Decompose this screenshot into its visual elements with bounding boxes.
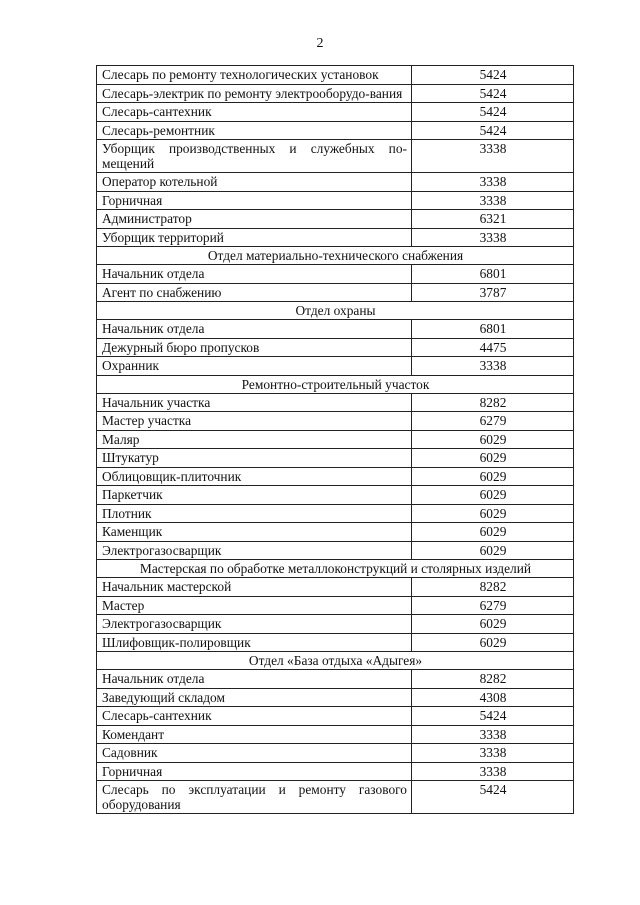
section-row: [97, 375, 574, 393]
position-cell: Оператор котельной: [97, 173, 412, 192]
section-title: Отдел материально-технического снабжения: [97, 247, 574, 265]
salary-cell: 6029: [412, 541, 574, 560]
table-row: [97, 103, 574, 122]
section-row: [97, 652, 574, 670]
table-row: [97, 338, 574, 357]
salary-cell: 6029: [412, 615, 574, 634]
section-title: Отдел «База отдыха «Адыгея»: [97, 652, 574, 670]
salary-cell: 6801: [412, 265, 574, 284]
position-cell: Уборщик территорий: [97, 228, 412, 247]
position-cell: Дежурный бюро пропусков: [97, 338, 412, 357]
position-cell: Горничная: [97, 191, 412, 210]
position-cell: Шлифовщик-полировщик: [97, 633, 412, 652]
salary-cell: 3338: [412, 228, 574, 247]
salary-cell: 3787: [412, 283, 574, 302]
table-row: [97, 84, 574, 103]
position-cell: Слесарь-электрик по ремонту электрооборудо-вания: [97, 84, 412, 103]
salary-cell: 5424: [412, 707, 574, 726]
table-row: [97, 121, 574, 140]
position-cell: Начальник отдела: [97, 265, 412, 284]
salary-cell: 6029: [412, 504, 574, 523]
salary-cell: 6029: [412, 449, 574, 468]
position-cell: Охранник: [97, 357, 412, 376]
table-row: [97, 707, 574, 726]
table-row: [97, 357, 574, 376]
position-cell: Садовник: [97, 744, 412, 763]
salary-cell: 6029: [412, 467, 574, 486]
table-row: [97, 688, 574, 707]
table-row: [97, 781, 574, 814]
position-cell: Слесарь по эксплуатации и ремонту газового оборудования: [97, 781, 412, 814]
position-cell: Облицовщик-плиточник: [97, 467, 412, 486]
position-cell: Начальник отдела: [97, 670, 412, 689]
table-row: [97, 66, 574, 85]
page-number: 2: [316, 36, 324, 51]
position-cell: Начальник отдела: [97, 320, 412, 339]
table-row: [97, 430, 574, 449]
salary-cell: 3338: [412, 725, 574, 744]
staff-salary-table: [96, 65, 574, 814]
salary-cell: 5424: [412, 781, 574, 814]
table-row: [97, 596, 574, 615]
salary-cell: 4308: [412, 688, 574, 707]
position-cell: Каменщик: [97, 523, 412, 542]
salary-cell: 3338: [412, 744, 574, 763]
table-body: [97, 66, 574, 814]
section-title: Мастерская по обработке металлоконструкций и столярных изделий: [97, 560, 574, 578]
table-row: [97, 523, 574, 542]
table-row: [97, 670, 574, 689]
position-cell: Слесарь по ремонту технологических установок: [97, 66, 412, 85]
salary-cell: 6029: [412, 523, 574, 542]
section-title: Отдел охраны: [97, 302, 574, 320]
position-cell: Начальник участка: [97, 393, 412, 412]
salary-cell: 8282: [412, 393, 574, 412]
position-cell: Плотник: [97, 504, 412, 523]
table-row: [97, 486, 574, 505]
table-row: [97, 578, 574, 597]
position-cell: Паркетчик: [97, 486, 412, 505]
table-row: [97, 412, 574, 431]
salary-cell: 5424: [412, 84, 574, 103]
position-cell: Начальник мастерской: [97, 578, 412, 597]
position-cell: Электрогазосварщик: [97, 615, 412, 634]
salary-cell: 3338: [412, 173, 574, 192]
table-row: [97, 633, 574, 652]
position-cell: Горничная: [97, 762, 412, 781]
salary-cell: 6801: [412, 320, 574, 339]
table-row: [97, 467, 574, 486]
position-cell: Мастер: [97, 596, 412, 615]
position-cell: Администратор: [97, 210, 412, 229]
position-cell: Слесарь-сантехник: [97, 103, 412, 122]
position-cell: Электрогазосварщик: [97, 541, 412, 560]
table-row: [97, 449, 574, 468]
salary-cell: 5424: [412, 103, 574, 122]
salary-cell: 4475: [412, 338, 574, 357]
section-row: [97, 247, 574, 265]
position-cell: Уборщик производственных и служебных по-мещений: [97, 140, 412, 173]
salary-cell: 6029: [412, 486, 574, 505]
section-row: [97, 302, 574, 320]
salary-cell: 5424: [412, 121, 574, 140]
salary-cell: 8282: [412, 578, 574, 597]
table-row: [97, 210, 574, 229]
position-cell: Заведующий складом: [97, 688, 412, 707]
position-cell: Агент по снабжению: [97, 283, 412, 302]
salary-cell: 3338: [412, 140, 574, 173]
salary-cell: 8282: [412, 670, 574, 689]
table-row: [97, 140, 574, 173]
position-cell: Мастер участка: [97, 412, 412, 431]
table-row: [97, 744, 574, 763]
table-row: [97, 173, 574, 192]
position-cell: Маляр: [97, 430, 412, 449]
section-row: [97, 560, 574, 578]
salary-cell: 6029: [412, 633, 574, 652]
salary-cell: 6279: [412, 412, 574, 431]
table-row: [97, 541, 574, 560]
salary-cell: 6279: [412, 596, 574, 615]
salary-cell: 5424: [412, 66, 574, 85]
table-row: [97, 283, 574, 302]
table-row: [97, 228, 574, 247]
table-row: [97, 265, 574, 284]
salary-cell: 3338: [412, 357, 574, 376]
salary-cell: 3338: [412, 191, 574, 210]
table-row: [97, 191, 574, 210]
table-row: [97, 762, 574, 781]
table-row: [97, 320, 574, 339]
section-title: Ремонтно-строительный участок: [97, 375, 574, 393]
position-cell: Комендант: [97, 725, 412, 744]
position-cell: Слесарь-ремонтник: [97, 121, 412, 140]
position-cell: Штукатур: [97, 449, 412, 468]
table-row: [97, 615, 574, 634]
table-row: [97, 393, 574, 412]
position-cell: Слесарь-сантехник: [97, 707, 412, 726]
table-row: [97, 725, 574, 744]
salary-cell: 6029: [412, 430, 574, 449]
salary-cell: 3338: [412, 762, 574, 781]
salary-cell: 6321: [412, 210, 574, 229]
table-row: [97, 504, 574, 523]
